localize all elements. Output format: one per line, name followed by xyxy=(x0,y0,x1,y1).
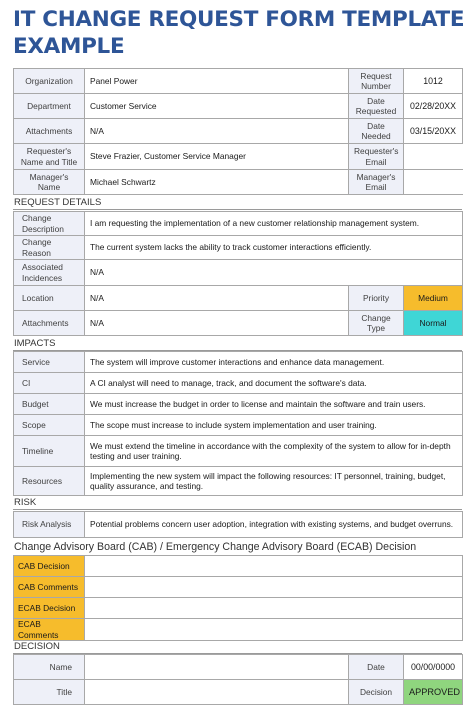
change-type-field[interactable]: Normal xyxy=(404,311,463,336)
manager-field[interactable]: Michael Schwartz xyxy=(85,170,349,195)
impacts-heading: IMPACTS xyxy=(13,338,462,351)
ecab-comments-label: ECAB Comments xyxy=(14,619,85,641)
change-description-field[interactable]: I am requesting the implementation of a new customer relationship management system. xyxy=(85,212,463,236)
manager-label: Manager's Name xyxy=(14,170,85,195)
impact-value-budget[interactable]: We must increase the budget in order to license and maintain the software and train users. xyxy=(85,394,463,415)
date-needed-label: Date Needed xyxy=(349,119,404,144)
requester-email-label: Requester's Email xyxy=(349,144,404,170)
decision-heading: DECISION xyxy=(13,641,462,654)
table-row xyxy=(14,352,463,373)
date-needed-field[interactable]: 03/15/20XX xyxy=(404,119,463,144)
table-row xyxy=(14,170,463,195)
priority-label: Priority xyxy=(349,286,404,311)
decision-date-label: Date xyxy=(349,655,404,680)
table-row xyxy=(14,415,463,436)
associated-incidences-label: Associated Incidences xyxy=(14,260,85,286)
organization-field[interactable]: Panel Power xyxy=(85,69,349,94)
decision-table xyxy=(13,654,463,705)
location-field[interactable]: N/A xyxy=(85,286,349,311)
attachments-field[interactable]: N/A xyxy=(85,119,349,144)
change-type-label: Change Type xyxy=(349,311,404,336)
change-description-label: Change Description xyxy=(14,212,85,236)
table-row xyxy=(14,598,463,619)
cab-comments-label: CAB Comments xyxy=(14,577,85,598)
table-row xyxy=(14,260,463,286)
ecab-comments-field[interactable] xyxy=(85,619,463,641)
risk-analysis-field[interactable]: Potential problems concern user adoption, integration with existing systems, and budget overruns. xyxy=(85,512,463,538)
request-details-table xyxy=(13,211,463,336)
decision-title-field[interactable] xyxy=(85,680,349,705)
page-title-line2: EXAMPLE xyxy=(13,34,125,59)
table-row xyxy=(14,394,463,415)
manager-email-field[interactable] xyxy=(404,170,463,195)
table-row xyxy=(14,619,463,641)
request-number-field[interactable]: 1012 xyxy=(404,69,463,94)
impact-label-timeline: Timeline xyxy=(14,436,85,467)
attachments-label: Attachments xyxy=(14,119,85,144)
requester-field[interactable]: Steve Frazier, Customer Service Manager xyxy=(85,144,349,170)
impact-label-budget: Budget xyxy=(14,394,85,415)
ecab-decision-field[interactable] xyxy=(85,598,463,619)
attachments-field[interactable]: N/A xyxy=(85,311,349,336)
requester-label: Requester's Name and Title xyxy=(14,144,85,170)
decision-status-field[interactable]: APPROVED xyxy=(404,680,463,705)
table-row xyxy=(14,436,463,467)
decision-name-label: Name xyxy=(14,655,85,680)
location-label: Location xyxy=(14,286,85,311)
request-number-label: Request Number xyxy=(349,69,404,94)
table-row xyxy=(14,236,463,260)
risk-table xyxy=(13,511,463,538)
table-row xyxy=(14,577,463,598)
change-reason-field[interactable]: The current system lacks the ability to track customer interactions efficiently. xyxy=(85,236,463,260)
organization-label: Organization xyxy=(14,69,85,94)
department-field[interactable]: Customer Service xyxy=(85,94,349,119)
requester-email-field[interactable] xyxy=(404,144,463,170)
table-row xyxy=(14,144,463,170)
page-title xyxy=(13,6,463,60)
date-requested-field[interactable]: 02/28/20XX xyxy=(404,94,463,119)
decision-title-label: Title xyxy=(14,680,85,705)
impact-label-resources: Resources xyxy=(14,467,85,496)
impact-value-service[interactable]: The system will improve customer interactions and enhance data management. xyxy=(85,352,463,373)
cab-comments-field[interactable] xyxy=(85,577,463,598)
cab-table xyxy=(13,555,463,641)
impact-label-service: Service xyxy=(14,352,85,373)
impact-value-ci[interactable]: A CI analyst will need to manage, track, and document the software's data. xyxy=(85,373,463,394)
table-row xyxy=(14,556,463,577)
cab-decision-field[interactable] xyxy=(85,556,463,577)
attachments-label: Attachments xyxy=(14,311,85,336)
impact-label-ci: CI xyxy=(14,373,85,394)
table-row xyxy=(14,655,463,680)
ecab-decision-label: ECAB Decision xyxy=(14,598,85,619)
date-requested-label: Date Requested xyxy=(349,94,404,119)
page-title-line1: IT CHANGE REQUEST FORM TEMPLATE xyxy=(13,7,465,32)
risk-heading: RISK xyxy=(13,497,462,510)
risk-analysis-label: Risk Analysis xyxy=(14,512,85,538)
impacts-table xyxy=(13,351,463,496)
change-reason-label: Change Reason xyxy=(14,236,85,260)
impact-value-resources[interactable]: Implementing the new system will impact the following resources: IT personnel, training, budget, quality assurance, and testing. xyxy=(85,467,463,496)
table-row xyxy=(14,286,463,311)
department-label: Department xyxy=(14,94,85,119)
table-row xyxy=(14,119,463,144)
table-row xyxy=(14,680,463,705)
request-details-heading: REQUEST DETAILS xyxy=(13,197,462,210)
table-row xyxy=(14,373,463,394)
impact-value-timeline[interactable]: We must extend the timeline in accordance with the complexity of the system to allow for in-depth testing and user training. xyxy=(85,436,463,467)
table-row xyxy=(14,467,463,496)
manager-email-label: Manager's Email xyxy=(349,170,404,195)
header-table xyxy=(13,68,463,195)
cab-decision-label: CAB Decision xyxy=(14,556,85,577)
table-row xyxy=(14,212,463,236)
associated-incidences-field[interactable]: N/A xyxy=(85,260,463,286)
cab-heading: Change Advisory Board (CAB) / Emergency Change Advisory Board (ECAB) Decision xyxy=(14,541,417,553)
table-row xyxy=(14,69,463,94)
table-row xyxy=(14,94,463,119)
impact-value-scope[interactable]: The scope must increase to include system implementation and user training. xyxy=(85,415,463,436)
decision-name-field[interactable] xyxy=(85,655,349,680)
impact-label-scope: Scope xyxy=(14,415,85,436)
decision-label: Decision xyxy=(349,680,404,705)
priority-field[interactable]: Medium xyxy=(404,286,463,311)
decision-date-field[interactable]: 00/00/0000 xyxy=(404,655,463,680)
table-row xyxy=(14,512,463,538)
table-row xyxy=(14,311,463,336)
